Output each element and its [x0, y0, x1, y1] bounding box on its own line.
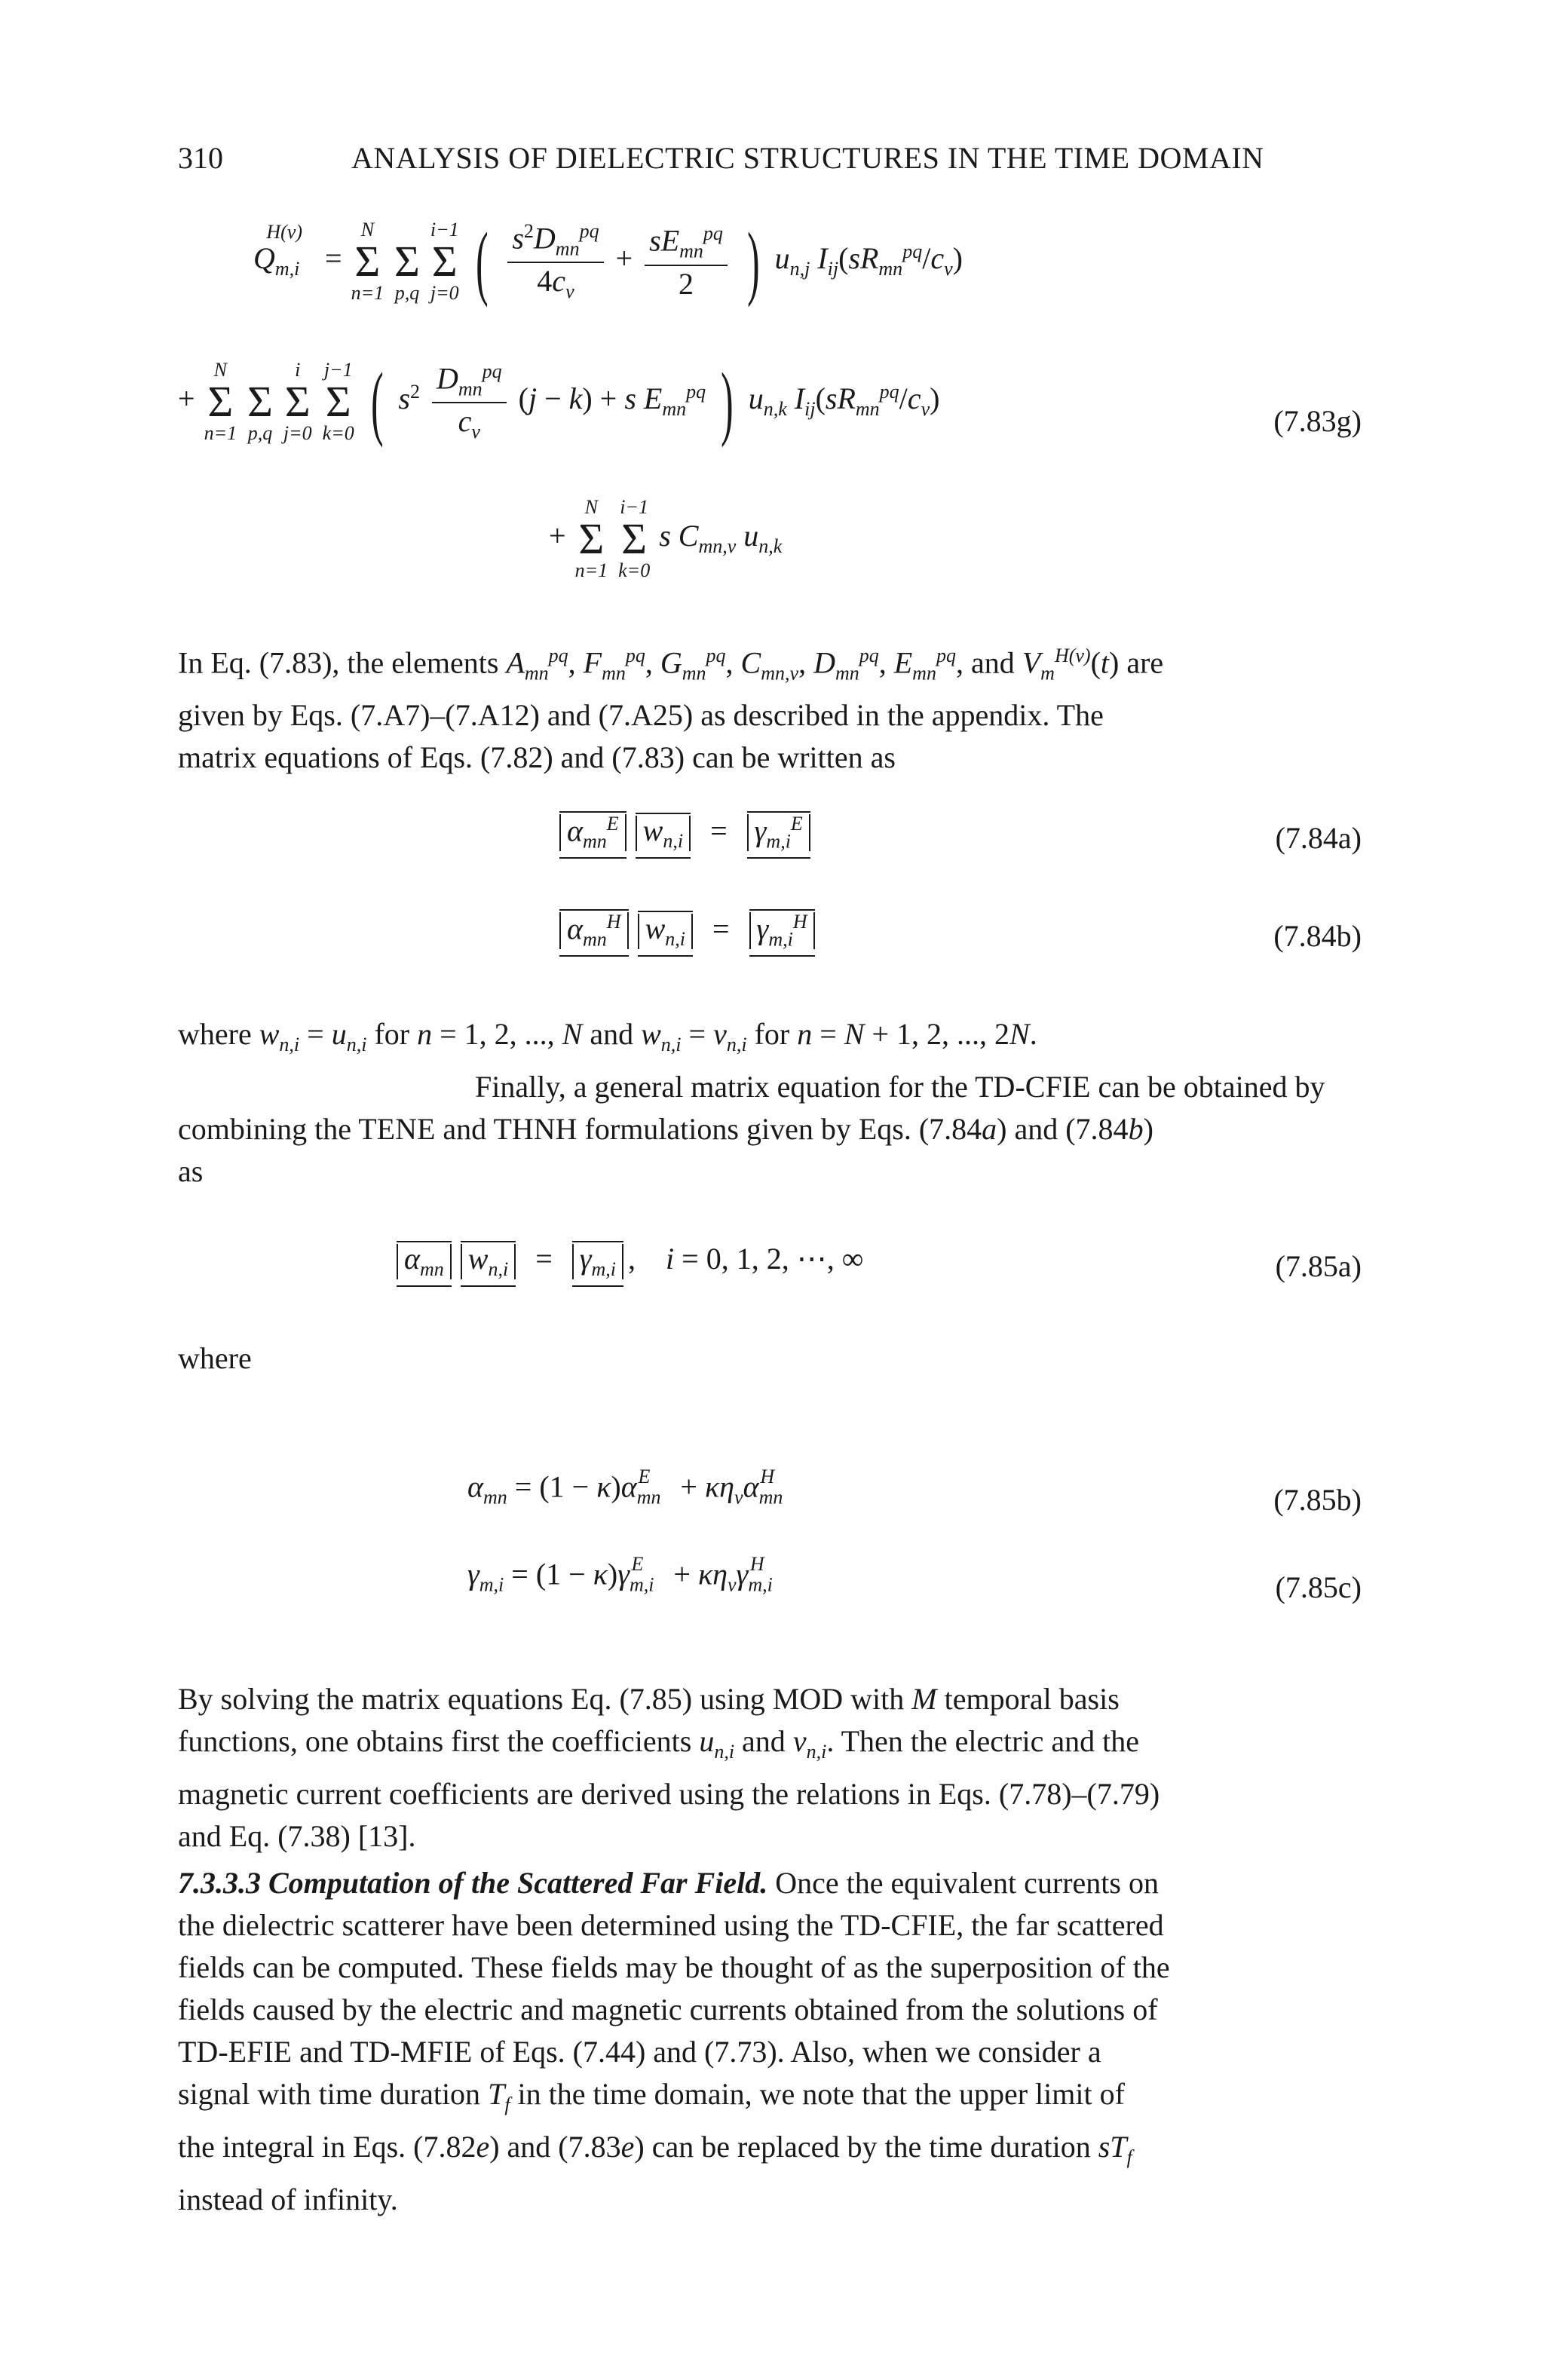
equation-7-85b: $\alpha_{mn} = (1 - \kappa)\alpha_{mn}^E + \kappa\eta_v\alpha_{mn}^H$	[467, 1466, 783, 1509]
equation-7-83g-line2: + N Σ n=1 Σ p,q i Σ j=0 j−1 Σ k=0 ( $s^2$ $\frac{D_{mn}^{pq}}{c_v}$ (j − k) + s $E_{mn}^{pq}$ ) $u_{n,k}$ $I_{ij}(sR_{mn}^{pq}/c_v)$	[178, 356, 940, 448]
text-line: magnetic current coefficients are derived using the relations in Eqs. (7.78)–(7.79)	[178, 1777, 1160, 1811]
running-title: ANALYSIS OF DIELECTRIC STRUCTURES IN THE TIME DOMAIN	[351, 141, 1264, 175]
equation-number-7-85c: (7.85c)	[1275, 1570, 1362, 1604]
text-line: and Eq. (7.38) [13].	[178, 1819, 416, 1853]
equation-7-84b: $\alpha_{mn}^H$ $w_{n,i} = \gamma_{m,i}^H$	[555, 912, 819, 949]
paragraph-elements	[178, 635, 1362, 779]
equation-number-7-83g: (7.83g)	[1273, 404, 1362, 438]
equation-number-7-85a: (7.85a)	[1275, 1249, 1362, 1283]
text-line: combining the TENE and THNH formulations given by Eqs. (7.84a) and (7.84b)	[178, 1112, 1153, 1146]
text-line: matrix equations of Eqs. (7.82) and (7.83) can be written as	[178, 740, 896, 775]
equation-number-7-85b: (7.85b)	[1273, 1483, 1362, 1517]
text-line: In Eq. (7.83), the elements $A_{mn}^{pq}$, $F_{mn}^{pq}$, $G_{mn}^{pq}$, $C_{mn,v}$, $D_{mn}^{pq}$, $E_{mn}^{pq}$, and $V_m^{H(v)}(t)$ are	[178, 645, 1164, 685]
equation-number-7-84a: (7.84a)	[1275, 821, 1362, 855]
text-line: functions, one obtains first the coefficients $u_{n,i}$ and $v_{n,i}$. Then the electric and the	[178, 1724, 1139, 1763]
text-line: as	[178, 1154, 204, 1188]
equation-7-83g-line1: $Q_{m,i}^{H(v)}$ = N Σ n=1 Σ p,q i−1 Σ j=0 ( $\frac{s^2D_{mn}^{pq}}{4c_v}$ + $\frac{sE_{mn}^{pq}}{2}$ ) $u_{n,j}$ $I_{ij}(sR_{mn}^{pq}/c_v)$	[253, 216, 963, 308]
page-header	[178, 140, 1362, 185]
equation-7-83g-line3: + N Σ n=1 i−1 Σ k=0 s $C_{mn,v}$ $u_{n,k}$	[549, 496, 783, 581]
text-line: signal with time duration $T_f$ in the time domain, we note that the upper limit of	[178, 2077, 1125, 2115]
text-line: TD-EFIE and TD-MFIE of Eqs. (7.44) and (7.73). Also, when we consider a	[178, 2035, 1101, 2069]
paragraph-where-w	[178, 1013, 1362, 1193]
text-line: given by Eqs. (7.A7)–(7.A12) and (7.A25) as described in the appendix. The	[178, 698, 1104, 733]
text-line: the integral in Eqs. (7.82e) and (7.83e) can be replaced by the time duration $sT_f$	[178, 2130, 1132, 2168]
text-line: fields caused by the electric and magnetic currents obtained from the solutions of	[178, 1993, 1158, 2026]
equation-7-85a: $\alpha_{mn}$ $w_{n,i} = \gamma_{m,i}$ , i = 0, 1, 2, ⋯, ∞	[392, 1244, 863, 1279]
text-line: where $w_{n,i} = u_{n,i}$ for n = 1, 2, ..., N and $w_{n,i} = v_{n,i}$ for n = N + 1, 2, ..., 2N.	[178, 1017, 1037, 1055]
page-number: 310	[178, 141, 223, 175]
text-line: fields can be computed. These fields may be thought of as the superposition of the	[178, 1950, 1170, 1984]
equation-7-85c: $\gamma_{m,i} = (1 - \kappa)\gamma_{m,i}^E + \kappa\eta_v\gamma_{m,i}^H$	[467, 1553, 773, 1596]
text-line	[178, 1862, 1362, 1904]
text-line: instead of infinity.	[178, 2182, 398, 2216]
text-line: where	[178, 1341, 252, 1375]
section-heading: 7.3.3.3 Computation of the Scattered Far Field.	[178, 1866, 768, 1900]
paragraph-far-field	[178, 1862, 1362, 2221]
text-line: By solving the matrix equations Eq. (7.85) using MOD with M temporal basis	[178, 1682, 1120, 1716]
text-span: Once the equivalent currents on	[767, 1866, 1159, 1900]
text-line: Finally, a general matrix equation for the TD-CFIE can be obtained by	[475, 1070, 1325, 1104]
equation-number-7-84b: (7.84b)	[1273, 919, 1362, 953]
paragraph-solving	[178, 1678, 1362, 1858]
text-line: the dielectric scatterer have been determined using the TD-CFIE, the far scattered	[178, 1908, 1164, 1942]
where-label	[178, 1337, 1362, 1380]
equation-7-84a: $\alpha_{mn}^E$ $w_{n,i} = \gamma_{m,i}^E$	[555, 814, 815, 851]
